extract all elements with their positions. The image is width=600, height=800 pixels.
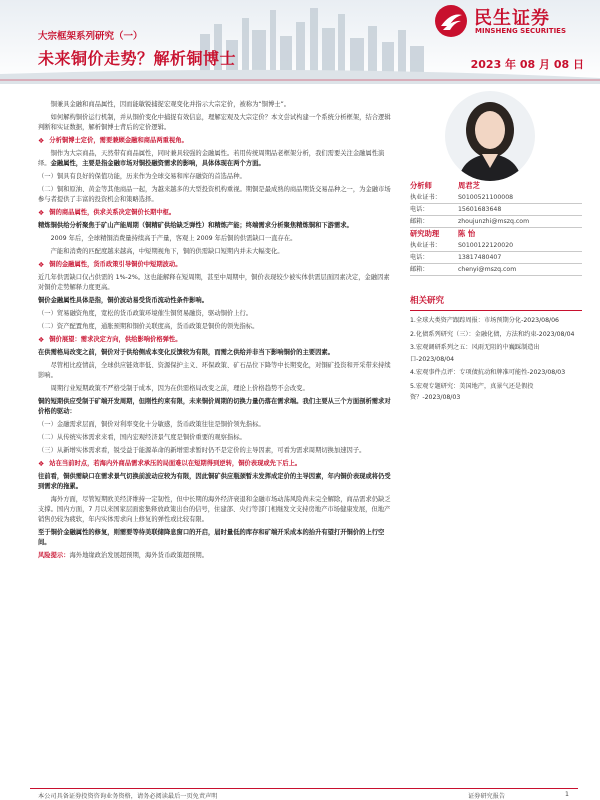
diamond-bullet-icon: ❖: [38, 261, 45, 269]
list-item: （一）铜具有良好的保值功能，历来作为全球交易和库存融资的首选品种。: [38, 173, 246, 180]
related-item[interactable]: 2.化债系列研究（三）：金融化债，方法和约束-2023/08/04: [410, 330, 575, 338]
related-item[interactable]: 1.全球大类资产跟踪周报：市场预期分化-2023/08/06: [410, 317, 559, 324]
paragraph-bold: 铜价金融属性具体是指，铜价波动易受货币流动性条件影响。: [38, 297, 209, 304]
analyst-photo: [444, 90, 536, 182]
paragraph-bold: 在供需格局改变之前，铜价对于供给侧成本变化反馈较为有限，而需之供给并非当下影响铜价的主要因素。: [38, 349, 334, 356]
diamond-bullet-icon: ❖: [38, 336, 45, 344]
footer-report-type: 证券研究报告: [468, 793, 506, 800]
list-item: （一）金融需求层面，铜价对利率变化十分敏感，货币政策往往是铜价领先指标。: [38, 421, 265, 428]
analyst-info: 分析师 周君芝 执业证书： S0100521100008 电话： 15601683648 邮箱： zhoujunzhi@mszq.com 研究助理 陈 怡 执业证书： S0100122120020 电话： 13817480407 邮箱： chenyi@mszq.com: [410, 180, 582, 276]
logo-text-en: MINSHENG SECURITIES: [475, 27, 566, 35]
paragraph: 2009 年后，全球精铜消费量持续高于产量，客观上 2009 年后铜的供需缺口一直存在。: [50, 235, 297, 242]
list-item: （二）资产配置角度，通胀预期和铜价关联度高，货币政策是铜价的领先指标。: [38, 323, 259, 330]
logo-text-cn: 民生证券: [474, 8, 550, 29]
section-heading: ❖ 铜的金融属性，货币政策引导铜价中短期波动。: [38, 261, 182, 269]
analyst-email[interactable]: zhoujunzhi@mszq.com: [458, 218, 530, 225]
footer-divider: [30, 788, 578, 789]
section-heading: ❖ 分析铜博士定价，需要兼顾金融和商品两重视角。: [38, 137, 188, 145]
diamond-bullet-icon: ❖: [38, 209, 45, 217]
paragraph: 海外方面，尽管短期欧美经济维持一定韧性，但中长期的海外经济衰退和金融市场动荡风险尚未完全解除，商品需求仍缺乏支撑。国内方面，7 月以来国家层面密集释放政策出台的信号，住建部、央行等部门相继发文支持房地产市场健康发展，但地产销售仍较为疲软，年内实体需求向上修复的弹性或比较有限。: [38, 496, 391, 523]
minsheng-logo: [434, 2, 584, 42]
minsheng-logo-icon: [434, 4, 468, 38]
related-item[interactable]: 5.宏观专题研究：美国地产，真景气还是假投资？-2023/08/03: [410, 382, 534, 401]
section-heading: ❖ 铜价展望：需求决定方向，供给影响价格弹性。: [38, 336, 182, 344]
paragraph: 铜兼具金融和商品属性，因而能敏锐捕捉宏观变化并指示大宗定价，被称为“铜博士”。: [50, 101, 291, 108]
series-label: 大宗框架系列研究（一）: [38, 31, 143, 42]
report-body: [38, 100, 392, 564]
related-research-title: 相关研究: [410, 294, 582, 311]
report-title: 未来铜价走势？解析铜博士: [38, 49, 237, 68]
assistant-email[interactable]: chenyi@mszq.com: [458, 266, 517, 273]
paragraph: 铜作为大宗商品，天然带有商品属性，同时兼具较强的金融属性。若用传统周期品老框架分析，我们需要关注金融属性演绎。金融属性，主要是指金融市场对铜投融资需求的影响，具体体现在两个方面。: [38, 150, 385, 167]
paragraph: 尽管相比疫情前，全球供应链效率低、资源保护主义、环保政策、矿石品位下降等中长期变化，对铜矿投资和开采带来持续影响。: [38, 362, 391, 379]
paragraph: 产能和消费的匹配度越来越高，中短期视角下，铜的供需缺口短期内并未大幅变化。: [50, 248, 284, 255]
list-item: （二）从传统实体需求来看，国内宏观经济景气度是铜价重要的观察指标。: [38, 434, 246, 441]
paragraph: 周期行业短期政策不严格受制于成本，因为在供需格局改变之前，理论上价格趋势不会改变。: [50, 385, 309, 392]
related-research: [410, 294, 582, 406]
paragraph: 如何解构铜价运行机制，并从铜价变化中捕捉有效信息，理解宏观及大宗定价？本文尝试构建一个系统分析框架，结合逻辑判断和实证数据，解析铜博士背后的定价逻辑。: [38, 114, 391, 131]
paragraph-bold: 往前看，铜供需缺口在需求景气切换前波动应较为有限，因此铜矿供应瓶颈暂未发挥成定价的主导因素，年内铜价表现或将仍受到需求的拖累。: [38, 473, 391, 490]
diamond-bullet-icon: ❖: [38, 137, 45, 145]
list-item: （一）贸易融资角度，宽松的货币政策环境催生铜贸易融资，驱动铜价上行。: [38, 310, 253, 317]
list-item: （三）从新增实体需求看，锐受益于能源革命的新增需求暂时仍不是定价的主导因素，可看为需求周期切换加速因子。: [38, 447, 366, 454]
section-heading: ❖ 铜的商品属性，供求关系决定铜价长期中枢。: [38, 209, 176, 217]
paragraph-bold: 精炼铜供给分析聚焦于矿山产能周期（铜精矿供给缺乏弹性）和精炼产能；终端需求分析聚焦精炼铜和下游需求。: [38, 222, 353, 229]
page-number: 1: [565, 791, 569, 798]
related-item[interactable]: 4.宏观事件点评：专项债抗动和牌准可能性-2023/08/03: [410, 369, 566, 376]
diamond-bullet-icon: ❖: [38, 460, 45, 468]
paragraph-bold: 至于铜价金融属性的修复，则需要等待美联储降息窗口的开启，届时量低的库存和矿端开采成本的抬升有望打开铜价的上行空间。: [38, 529, 385, 546]
footer-disclaimer: 本公司具备证券投资咨询业务资格，请务必阅读最后一页免责声明: [38, 793, 218, 800]
report-date: 2023 年 08 月 08 日: [470, 58, 584, 71]
list-item: （二）铜和原油、黄金等其他商品一起，为越来越多的大型投资机构重视。期铜是最成熟的商品期货交易品种之一，为金融市场参与者提供了丰富的投资机会和策略选择。: [38, 186, 391, 203]
risk-warning: 风险提示：海外地缘政治发展超预期，海外货币政策超预期。: [38, 552, 209, 559]
paragraph-bold: 铜的短期供应受制于矿端开发周期，但刚性约束有限，未来铜价周期的切换力量仍落在需求端。我们主要从三个方面剖析需求对价格的驱动：: [38, 398, 391, 415]
paragraph: 近几年供需缺口仅占供需的 1%-2%。这也能解释在短周期，甚至中周期中，铜价表现较少被实体供需层面因素决定，金融因素对铜价走势解释力度更高。: [38, 274, 390, 291]
section-heading: ❖ 站在当前时点，若海内外商品需求承压的局面难以在短期得到逆转，铜价表现或先下后上。: [38, 460, 302, 468]
related-item[interactable]: 3.宏观调研系列之五：风雨无阻的中巍踩制造出口-2023/08/04: [410, 344, 540, 363]
